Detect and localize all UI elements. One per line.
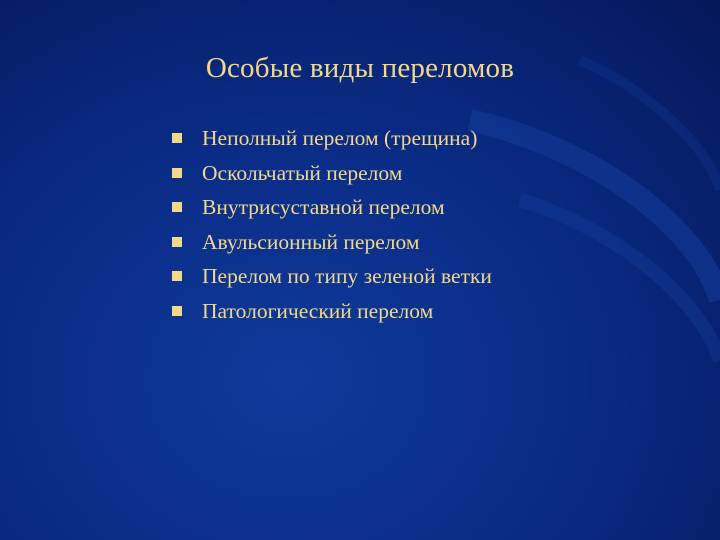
list-item-text: Неполный перелом (трещина) — [202, 126, 478, 150]
bullet-list — [168, 124, 492, 331]
list-item-text: Оскольчатый перелом — [202, 160, 403, 185]
square-bullet-icon — [172, 271, 182, 281]
square-bullet-icon — [172, 133, 182, 143]
slide-title: Особые виды переломов — [205, 52, 515, 84]
list-item — [168, 124, 492, 159]
list-item-text: Перелом по типу зеленой ветки — [202, 264, 492, 288]
list-item-text: Авульсионный перелом — [202, 229, 420, 254]
list-item — [168, 159, 492, 194]
list-item — [168, 193, 492, 228]
square-bullet-icon — [172, 237, 182, 247]
list-item — [168, 262, 492, 297]
square-bullet-icon — [172, 202, 182, 212]
list-item — [168, 228, 492, 263]
list-item — [168, 297, 492, 332]
list-item-text: Внутрисуставной перелом — [202, 195, 445, 219]
list-item-text: Патологический перелом — [202, 298, 434, 323]
square-bullet-icon — [172, 168, 182, 178]
square-bullet-icon — [172, 306, 182, 316]
